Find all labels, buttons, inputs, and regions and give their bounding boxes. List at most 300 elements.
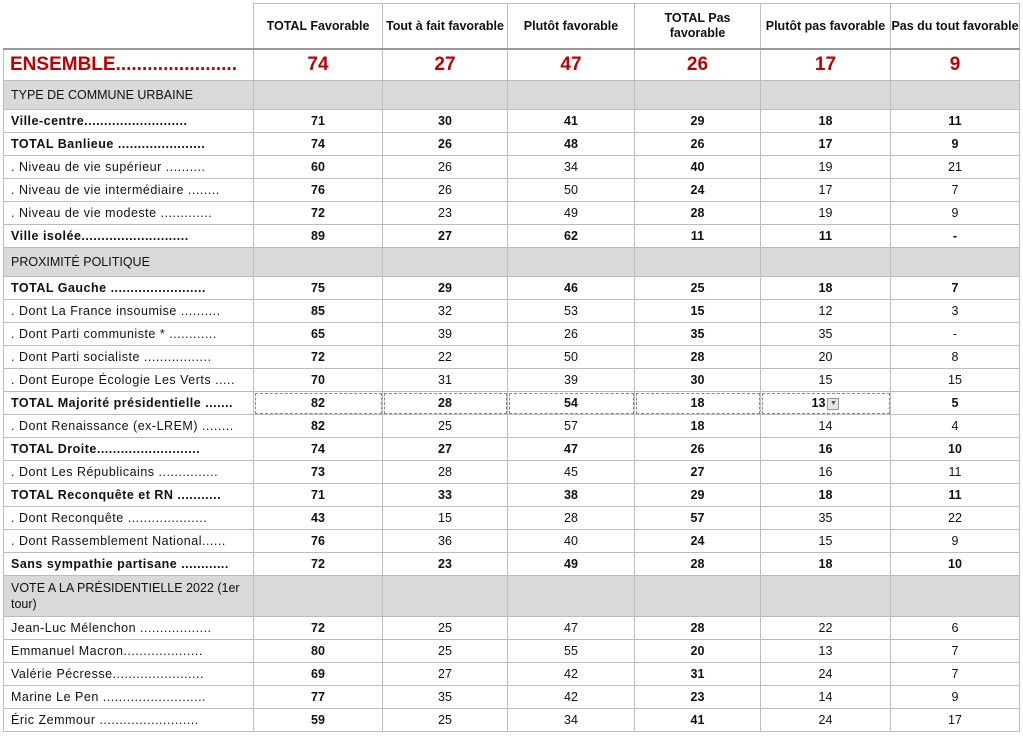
row-value[interactable] [508, 179, 635, 202]
row-value[interactable] [891, 415, 1020, 438]
row-value[interactable] [383, 369, 508, 392]
row-label[interactable]: . Niveau de vie intermédiaire ........ [4, 179, 254, 202]
cell-value: 23 [438, 557, 452, 571]
row-value[interactable] [508, 202, 635, 225]
row-value[interactable] [254, 179, 383, 202]
cell-value: 69 [311, 667, 325, 681]
row-value[interactable] [254, 530, 383, 553]
row-value[interactable] [761, 530, 891, 553]
row-value[interactable] [254, 323, 383, 346]
row-label[interactable]: . Niveau de vie modeste ............. [4, 202, 254, 225]
row-value[interactable] [635, 461, 761, 484]
row-label[interactable]: Valérie Pécresse....................... [4, 663, 254, 686]
cell-value: 42 [564, 667, 578, 681]
row-value[interactable] [761, 507, 891, 530]
row-value[interactable] [254, 415, 383, 438]
cell-value: 15 [948, 373, 962, 387]
ensemble-value[interactable]: 26 [635, 49, 761, 81]
cell-value: 45 [564, 465, 578, 479]
cell-value: - [952, 327, 958, 341]
row-value[interactable] [761, 553, 891, 576]
cell-value: 38 [564, 488, 578, 502]
row-value[interactable] [761, 110, 891, 133]
row-value[interactable] [508, 663, 635, 686]
row-value[interactable] [761, 484, 891, 507]
cell-value: 28 [438, 465, 452, 479]
section-empty-cell[interactable] [635, 81, 761, 110]
cell-value: 22 [818, 621, 833, 635]
row-value[interactable] [635, 438, 761, 461]
row-label[interactable]: Sans sympathie partisane ............ [4, 553, 254, 576]
section-empty-cell[interactable] [508, 248, 635, 277]
row-value[interactable] [635, 277, 761, 300]
cell-value: 29 [438, 281, 452, 295]
cell-value: 50 [564, 183, 578, 197]
row-value[interactable] [383, 461, 508, 484]
row-value[interactable] [635, 709, 761, 732]
row-value[interactable] [891, 369, 1020, 392]
row-value[interactable] [508, 300, 635, 323]
cell-value: 72 [311, 350, 325, 364]
cell-value: 73 [311, 465, 325, 479]
row-value[interactable] [254, 507, 383, 530]
row-value[interactable] [508, 323, 635, 346]
header-plutot-favorable[interactable]: Plutôt favorable [508, 4, 635, 50]
row-value[interactable] [508, 156, 635, 179]
row-value[interactable] [891, 553, 1020, 576]
row-value[interactable] [891, 640, 1020, 663]
row-value[interactable] [761, 156, 891, 179]
row-value[interactable] [383, 156, 508, 179]
section-empty-cell[interactable] [761, 576, 891, 617]
row-value[interactable] [508, 346, 635, 369]
row-value[interactable] [891, 202, 1020, 225]
cell-value: 31 [438, 373, 452, 387]
table-row [4, 640, 1020, 663]
section-empty-cell[interactable] [508, 81, 635, 110]
row-value[interactable] [383, 346, 508, 369]
row-value[interactable] [383, 640, 508, 663]
table-row [4, 438, 1020, 461]
row-value[interactable] [635, 346, 761, 369]
cell-value: 27 [438, 667, 452, 681]
row-value[interactable] [891, 133, 1020, 156]
section-title[interactable]: PROXIMITÉ POLITIQUE [4, 248, 254, 277]
row-label[interactable]: TOTAL Majorité présidentielle ....... [4, 392, 254, 415]
row-value[interactable] [761, 709, 891, 732]
cell-value: 29 [690, 488, 705, 502]
cell-value: 40 [690, 160, 705, 174]
cell-value: 18 [818, 488, 833, 502]
row-label[interactable]: Emmanuel Macron.................... [4, 640, 254, 663]
row-value[interactable] [508, 277, 635, 300]
row-value[interactable] [383, 553, 508, 576]
row-value[interactable] [383, 507, 508, 530]
table-row [4, 133, 1020, 156]
cell-value: 82 [311, 419, 325, 433]
row-value[interactable] [383, 323, 508, 346]
row-value[interactable] [254, 392, 383, 415]
row-value[interactable] [635, 507, 761, 530]
row-value[interactable] [254, 686, 383, 709]
cell-value: 8 [951, 350, 959, 364]
cell-value: 23 [690, 690, 705, 704]
header-pas-du-tout-favorable[interactable]: Pas du tout favorable [891, 4, 1020, 50]
cell-value: 26 [564, 327, 578, 341]
cell-value: 28 [690, 621, 705, 635]
chevron-down-icon[interactable]: ▼ [827, 398, 839, 410]
cell-value: 25 [438, 713, 452, 727]
row-value[interactable] [761, 179, 891, 202]
row-value[interactable] [891, 346, 1020, 369]
row-value[interactable] [891, 686, 1020, 709]
cell-value: 26 [438, 160, 452, 174]
cell-value: 18 [690, 396, 705, 410]
row-value[interactable] [891, 323, 1020, 346]
cell-value: 36 [438, 534, 452, 548]
cell-value: 23 [438, 206, 452, 220]
cell-value: 41 [690, 713, 705, 727]
row-label[interactable]: Marine Le Pen .......................... [4, 686, 254, 709]
cell-value: 70 [311, 373, 325, 387]
table-row [4, 507, 1020, 530]
section-header-row [4, 81, 1020, 110]
row-label[interactable]: . Dont Parti socialiste ................. [4, 346, 254, 369]
row-label[interactable]: . Dont Les Républicains ............... [4, 461, 254, 484]
row-value[interactable] [891, 179, 1020, 202]
row-value[interactable] [891, 530, 1020, 553]
row-value[interactable] [635, 530, 761, 553]
cell-value: 15 [438, 511, 452, 525]
row-value[interactable] [508, 507, 635, 530]
row-label[interactable]: . Dont La France insoumise .......... [4, 300, 254, 323]
row-value[interactable] [254, 663, 383, 686]
row-value[interactable] [383, 133, 508, 156]
row-value[interactable] [635, 553, 761, 576]
table-row [4, 663, 1020, 686]
cell-value: 20 [818, 350, 833, 364]
row-value[interactable] [508, 225, 635, 248]
row-value[interactable] [254, 438, 383, 461]
cell-value: 7 [951, 667, 959, 681]
section-empty-cell[interactable] [891, 248, 1020, 277]
row-value[interactable] [383, 277, 508, 300]
row-value[interactable] [254, 369, 383, 392]
cell-value: 59 [311, 713, 325, 727]
cell-value: 50 [564, 350, 578, 364]
row-value[interactable] [635, 640, 761, 663]
row-value[interactable] [635, 323, 761, 346]
cell-value: 30 [438, 114, 452, 128]
row-value[interactable] [761, 346, 891, 369]
row-value[interactable] [891, 156, 1020, 179]
row-value[interactable] [761, 133, 891, 156]
row-value[interactable] [761, 300, 891, 323]
row-label[interactable]: TOTAL Banlieue ...................... [4, 133, 254, 156]
cell-value: 27 [690, 465, 705, 479]
cell-value: 9 [951, 534, 959, 548]
cell-value: 11 [948, 488, 962, 502]
row-value[interactable] [761, 640, 891, 663]
cell-value: 16 [818, 442, 833, 456]
row-value[interactable] [254, 156, 383, 179]
row-label[interactable]: Jean-Luc Mélenchon .................. [4, 617, 254, 640]
row-label[interactable]: Ville-centre.......................... [4, 110, 254, 133]
cell-value: 35 [818, 511, 833, 525]
cell-value: 76 [311, 534, 325, 548]
row-value[interactable] [508, 110, 635, 133]
row-value[interactable] [383, 110, 508, 133]
ensemble-label[interactable]: ENSEMBLE....................... [4, 49, 254, 81]
row-value[interactable] [508, 640, 635, 663]
row-value[interactable] [383, 484, 508, 507]
row-label[interactable]: . Dont Europe Écologie Les Verts ..... [4, 369, 254, 392]
row-value[interactable] [891, 507, 1020, 530]
row-value[interactable] [508, 415, 635, 438]
row-value[interactable] [891, 709, 1020, 732]
row-value[interactable] [761, 617, 891, 640]
row-value[interactable] [891, 277, 1020, 300]
ensemble-value[interactable]: 17 [761, 49, 891, 81]
section-empty-cell[interactable] [383, 81, 508, 110]
cell-value: 9 [951, 137, 959, 151]
section-title[interactable]: VOTE A LA PRÉSIDENTIELLE 2022 (1er tour) [4, 576, 254, 617]
row-value[interactable] [254, 553, 383, 576]
row-value[interactable] [635, 617, 761, 640]
row-value[interactable] [254, 133, 383, 156]
cell-value: 9 [951, 690, 959, 704]
row-value[interactable] [508, 484, 635, 507]
row-value[interactable] [891, 392, 1020, 415]
cell-value: 71 [311, 114, 325, 128]
row-label[interactable]: . Dont Rassemblement National...... [4, 530, 254, 553]
cell-value: 24 [818, 667, 833, 681]
row-value[interactable] [383, 225, 508, 248]
cell-value: 18 [818, 281, 833, 295]
row-label[interactable]: Ville isolée........................... [4, 225, 254, 248]
table-row [4, 277, 1020, 300]
row-value[interactable] [761, 323, 891, 346]
cell-value: 53 [564, 304, 578, 318]
row-value[interactable] [761, 686, 891, 709]
row-label[interactable]: . Dont Renaissance (ex-LREM) ........ [4, 415, 254, 438]
table-row [4, 392, 1020, 415]
row-value[interactable] [508, 617, 635, 640]
row-value[interactable] [254, 346, 383, 369]
row-value[interactable] [761, 461, 891, 484]
row-value[interactable] [383, 392, 508, 415]
row-value[interactable] [635, 133, 761, 156]
row-value[interactable] [891, 484, 1020, 507]
header-plutot-pas-favorable[interactable]: Plutôt pas favorable [761, 4, 891, 50]
cell-value: 3 [951, 304, 959, 318]
cell-value: 25 [438, 621, 452, 635]
header-tout-a-fait-favorable[interactable]: Tout à fait favorable [383, 4, 508, 50]
cell-value: 10 [948, 557, 962, 571]
row-value[interactable] [635, 202, 761, 225]
table-row [4, 484, 1020, 507]
row-value[interactable] [254, 461, 383, 484]
cell-value: 15 [818, 534, 833, 548]
cell-value: 13 [811, 396, 826, 410]
row-value[interactable] [254, 640, 383, 663]
cell-value: 11 [818, 229, 833, 243]
cell-value: 11 [948, 465, 962, 479]
row-value[interactable] [761, 202, 891, 225]
row-value[interactable] [254, 277, 383, 300]
row-value[interactable] [383, 709, 508, 732]
cell-value: 15 [690, 304, 705, 318]
cell-value: 33 [438, 488, 452, 502]
table-row [4, 415, 1020, 438]
row-value[interactable] [635, 110, 761, 133]
row-value[interactable] [383, 530, 508, 553]
row-value[interactable] [891, 461, 1020, 484]
row-value[interactable] [508, 438, 635, 461]
cell-value: 19 [818, 160, 833, 174]
cell-value: 19 [818, 206, 833, 220]
section-empty-cell[interactable] [635, 576, 761, 617]
section-empty-cell[interactable] [761, 81, 891, 110]
row-value[interactable] [891, 438, 1020, 461]
section-empty-cell[interactable] [254, 248, 383, 277]
row-value[interactable] [254, 709, 383, 732]
cell-value: 13 [818, 644, 833, 658]
row-value[interactable] [254, 617, 383, 640]
row-value[interactable] [635, 369, 761, 392]
row-value[interactable] [508, 686, 635, 709]
row-value[interactable] [891, 110, 1020, 133]
row-value[interactable] [761, 438, 891, 461]
row-label[interactable]: . Niveau de vie supérieur .......... [4, 156, 254, 179]
cell-value: 60 [311, 160, 325, 174]
cell-value: 28 [438, 396, 452, 410]
cell-value: 26 [690, 442, 705, 456]
row-value[interactable] [891, 663, 1020, 686]
header-total-favorable[interactable]: TOTAL Favorable [254, 4, 383, 50]
ensemble-row [4, 49, 1020, 81]
table-row [4, 300, 1020, 323]
row-value[interactable] [383, 617, 508, 640]
cell-value: 47 [564, 442, 578, 456]
row-value[interactable] [508, 553, 635, 576]
cell-value: 16 [818, 465, 833, 479]
row-value[interactable] [508, 530, 635, 553]
row-value[interactable] [635, 179, 761, 202]
cell-value: 49 [564, 206, 578, 220]
results-table [3, 3, 1020, 732]
row-value[interactable] [635, 415, 761, 438]
cell-value: 7 [951, 183, 959, 197]
cell-value: 74 [311, 137, 325, 151]
cell-value: 35 [690, 327, 705, 341]
row-value[interactable] [508, 461, 635, 484]
section-empty-cell[interactable] [383, 576, 508, 617]
row-value[interactable] [508, 369, 635, 392]
row-label[interactable]: TOTAL Droite.......................... [4, 438, 254, 461]
row-value[interactable] [635, 225, 761, 248]
row-value[interactable] [254, 484, 383, 507]
row-value[interactable] [635, 300, 761, 323]
row-value[interactable] [254, 202, 383, 225]
row-value[interactable] [761, 277, 891, 300]
row-label[interactable]: TOTAL Reconquête et RN ........... [4, 484, 254, 507]
section-empty-cell[interactable] [254, 576, 383, 617]
row-value[interactable] [635, 686, 761, 709]
row-value[interactable] [383, 202, 508, 225]
row-value[interactable] [635, 392, 761, 415]
cell-value: 82 [311, 396, 325, 410]
section-empty-cell[interactable] [635, 248, 761, 277]
row-value[interactable] [383, 179, 508, 202]
cell-value: 15 [818, 373, 833, 387]
row-label[interactable]: . Dont Reconquête .................... [4, 507, 254, 530]
table-row [4, 346, 1020, 369]
ensemble-value[interactable]: 27 [383, 49, 508, 81]
row-value[interactable] [761, 415, 891, 438]
row-value[interactable] [635, 484, 761, 507]
section-empty-cell[interactable] [891, 81, 1020, 110]
row-value[interactable] [383, 438, 508, 461]
row-value[interactable] [383, 300, 508, 323]
row-value[interactable] [254, 225, 383, 248]
row-value[interactable] [761, 663, 891, 686]
row-value[interactable] [508, 392, 635, 415]
row-value[interactable] [761, 369, 891, 392]
section-empty-cell[interactable] [508, 576, 635, 617]
section-title[interactable]: TYPE DE COMMUNE URBAINE [4, 81, 254, 110]
cell-value: 14 [818, 690, 833, 704]
row-value[interactable] [891, 300, 1020, 323]
ensemble-value[interactable]: 9 [891, 49, 1020, 81]
cell-value: 72 [311, 557, 325, 571]
row-value[interactable] [891, 617, 1020, 640]
row-label[interactable]: Éric Zemmour ......................... [4, 709, 254, 732]
section-empty-cell[interactable] [761, 248, 891, 277]
cell-value: 18 [818, 557, 833, 571]
cell-value: 85 [311, 304, 325, 318]
table-row [4, 369, 1020, 392]
row-value[interactable] [635, 156, 761, 179]
ensemble-value[interactable]: 74 [254, 49, 383, 81]
header-total-pas-favorable[interactable]: TOTAL Pas favorable [635, 4, 761, 50]
cell-value: 80 [311, 644, 325, 658]
section-empty-cell[interactable] [891, 576, 1020, 617]
section-empty-cell[interactable] [383, 248, 508, 277]
row-value[interactable] [383, 686, 508, 709]
cell-value: 24 [690, 183, 705, 197]
cell-value: 26 [690, 137, 705, 151]
section-header-row [4, 576, 1020, 617]
row-label[interactable]: TOTAL Gauche ........................ [4, 277, 254, 300]
ensemble-value[interactable]: 47 [508, 49, 635, 81]
cell-value: 9 [951, 206, 959, 220]
row-value[interactable] [254, 110, 383, 133]
row-value[interactable] [761, 392, 891, 415]
row-label[interactable]: . Dont Parti communiste * ............ [4, 323, 254, 346]
row-value[interactable] [383, 663, 508, 686]
row-value[interactable] [383, 415, 508, 438]
row-value[interactable] [635, 663, 761, 686]
section-empty-cell[interactable] [254, 81, 383, 110]
row-value[interactable] [891, 225, 1020, 248]
header-corner [4, 4, 254, 50]
row-value[interactable] [508, 133, 635, 156]
row-value[interactable] [761, 225, 891, 248]
row-value[interactable] [254, 300, 383, 323]
cell-value: 89 [311, 229, 325, 243]
row-value[interactable] [508, 709, 635, 732]
